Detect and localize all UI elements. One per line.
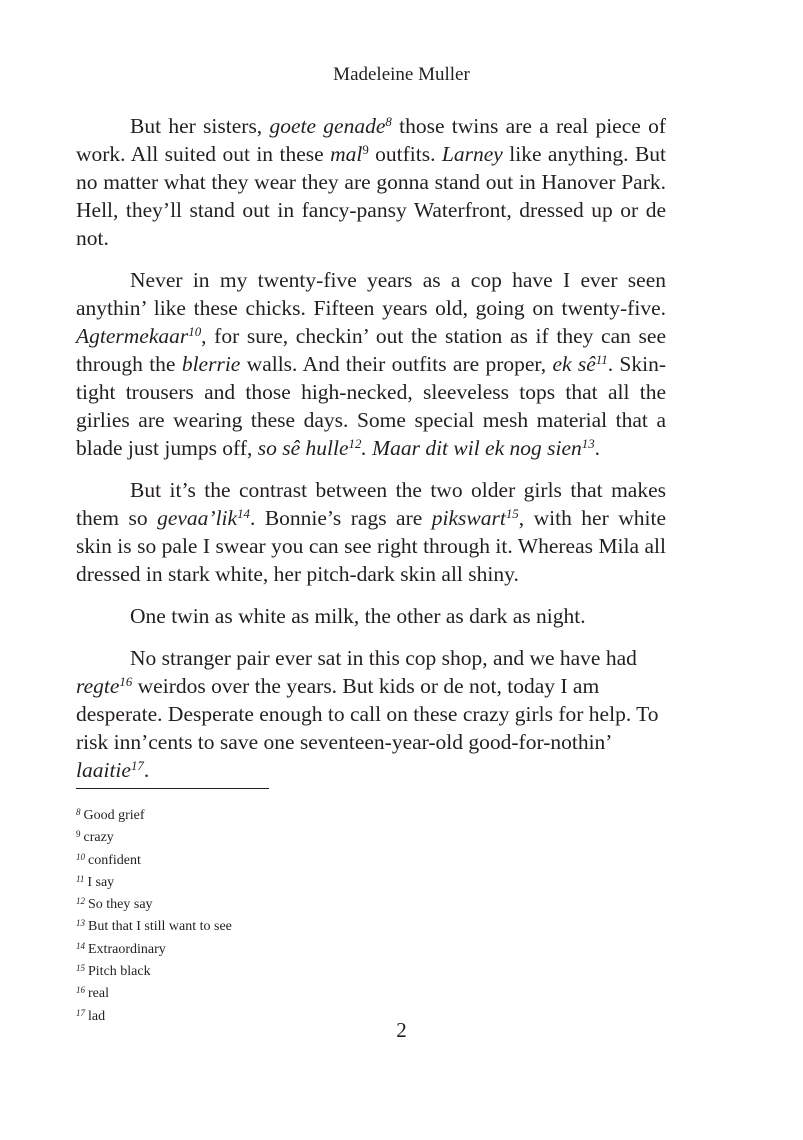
footnote-item <box>76 914 576 936</box>
footnote-text: But that I still want to see <box>88 919 232 935</box>
footnote-marker: 14 <box>76 940 85 951</box>
running-header-author: Madeleine Muller <box>333 64 470 85</box>
afrikaans-term: pikswart <box>431 506 506 530</box>
afrikaans-term: goete genade <box>269 114 386 138</box>
footnote-text: I say <box>87 874 115 890</box>
footnote-ref: 17 <box>130 758 144 773</box>
footnote-text: Extraordinary <box>88 941 166 957</box>
footnote-text: lad <box>88 1008 106 1024</box>
footnote-text: crazy <box>83 830 114 846</box>
footnotes <box>76 803 576 1026</box>
footnote-marker: 8 <box>76 807 81 817</box>
footnote-ref: 9 <box>362 142 369 157</box>
footnote-marker: 9 <box>76 829 81 840</box>
afrikaans-term: gevaa’lik <box>157 506 238 530</box>
footnote-item <box>76 959 576 981</box>
page-number: 2 <box>396 1018 407 1042</box>
footnote-item <box>76 981 576 1003</box>
afrikaans-term: mal <box>330 142 363 166</box>
body-text <box>76 112 666 798</box>
footnote-item <box>76 892 576 914</box>
afrikaans-term: blerrie <box>181 352 241 376</box>
footnote-text: Good grief <box>83 808 145 823</box>
footnote-text: So they say <box>88 897 153 913</box>
footnote-marker: 13 <box>76 918 85 929</box>
afrikaans-term: Agtermekaar <box>76 324 189 348</box>
afrikaans-term: regte <box>76 674 120 698</box>
footnote-ref: 8 <box>385 114 392 129</box>
footnote-text: Pitch black <box>88 964 151 980</box>
paragraph-5: No stranger pair ever sat in this cop shop, and we have had regte$^{16}$ weirdos over the years. But kids or de not, today I am desperate. Desperate enough to call on these crazy girls for help. To risk inn’cents to save one seventeen-year-old good-for-nothin’ laaitie$^{17}$. <box>76 646 659 782</box>
footnote-divider <box>76 788 269 789</box>
afrikaans-term: Larney <box>441 142 503 166</box>
footnote-marker: 12 <box>76 896 85 907</box>
paragraph-2: Never in my twenty-five years as a cop have I ever seen anythin’ like these chicks. Fifteen years old, going on twenty-five. Agtermekaar$^{10}$, for sure, checkin’ out the station as if they can see through the blerrie walls. And their outfits are proper, ek $sê^{11}$. Skin-tight trousers and those high-necked, sleeveless tops that all the girlies are wearing these days. Some special mesh material that a blade just jumps off, so sê hulle$^{12}$. Maar dit wil ek nog sien$^{13}$. <box>76 268 666 460</box>
footnote-ref: 11 <box>595 352 608 367</box>
footnote-ref: 13 <box>581 436 595 451</box>
footnote-ref: 16 <box>119 674 133 689</box>
paragraph-1: But her sisters, goete genade$^8$ those twins are a real piece of work. All suited out in these mal$^9$ outfits. Larney like anything. But no matter what they wear they are gonna stand out in Hanover Park. Hell, they’ll stand out in fancy-pansy Waterfront, dressed up or de not. <box>76 114 667 250</box>
footnote-text: real <box>88 986 109 1002</box>
footnote-ref: 12 <box>348 436 362 451</box>
afrikaans-term: laaitie <box>76 758 131 782</box>
footnote-item <box>76 848 576 870</box>
paragraph-4: One twin as white as milk, the other as dark as night. <box>130 604 586 628</box>
paragraph-3: But it’s the contrast between the two older girls that makes them so gevaa’lik$^{14}$. Bonnie’s rags are pikswart$^{15}$, with her white skin is so pale I swear you can see right through it. Whereas Mila all dressed in stark white, her pitch-dark skin all shiny. <box>76 478 667 586</box>
footnote-ref: 15 <box>505 506 519 521</box>
footnote-ref: 10 <box>188 324 202 339</box>
footnote-ref: 14 <box>237 506 250 521</box>
footnote-item <box>76 825 576 847</box>
footnote-item <box>76 870 576 892</box>
footnote-marker: 16 <box>76 985 85 996</box>
afrikaans-term: so sê hulle <box>257 436 349 460</box>
footnote-item <box>76 937 576 959</box>
footnote-marker: 11 <box>76 873 85 884</box>
footnote-item <box>76 803 576 825</box>
footnote-text: confident <box>88 852 141 868</box>
footnote-marker: 15 <box>76 963 85 974</box>
afrikaans-term: . Maar dit wil ek nog sien <box>361 436 582 460</box>
footnote-marker: 10 <box>76 851 85 862</box>
afrikaans-term: ek sê <box>552 352 596 376</box>
footnote-marker: 17 <box>76 1007 85 1018</box>
